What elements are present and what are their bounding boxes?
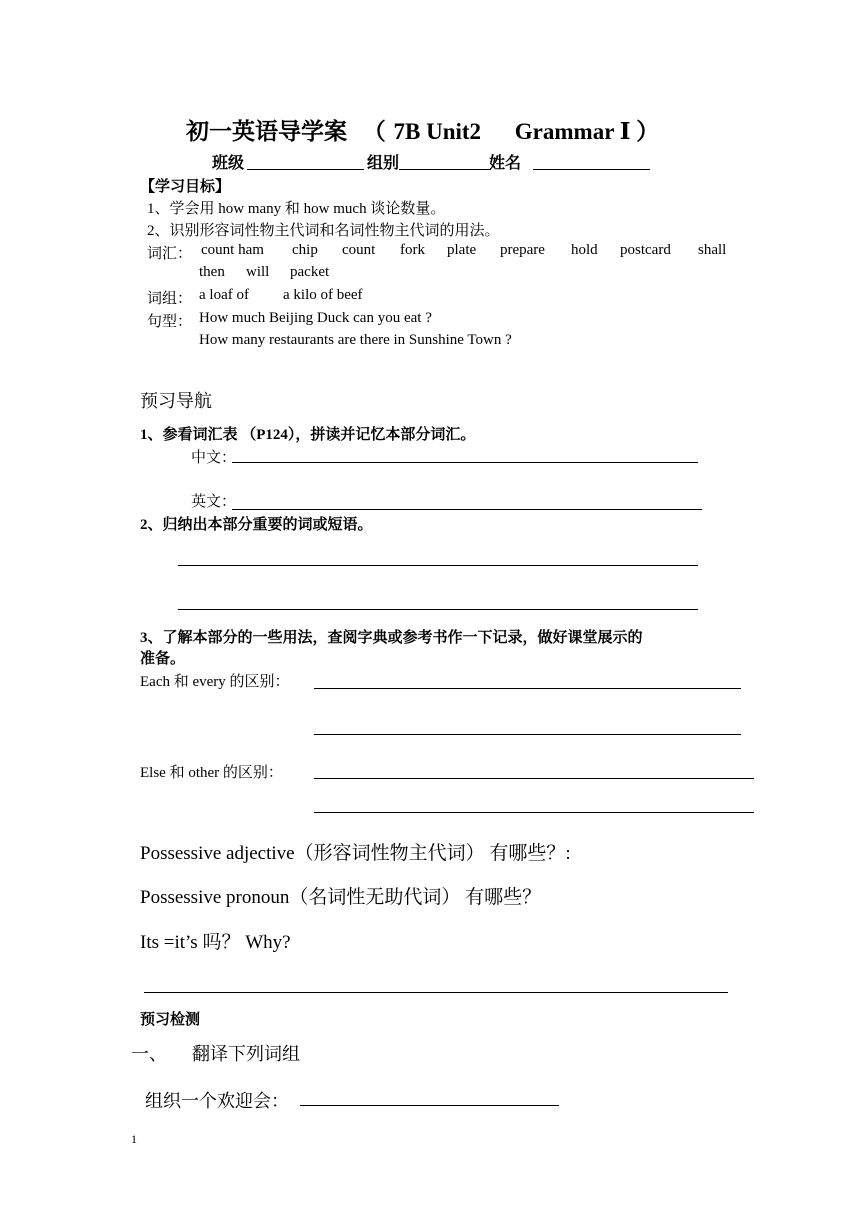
vocab-word: packet: [290, 264, 330, 280]
check-heading: 预习检测: [140, 1012, 201, 1028]
answer-blank[interactable]: [178, 565, 698, 566]
possessive-adjective-question: Possessive adjective（形容词性物主代词） 有哪些？:: [140, 843, 571, 864]
each-every-label: Each 和 every 的区别：: [140, 674, 290, 690]
title-unit: 7B Unit2: [393, 119, 482, 144]
vocab-word: hold: [571, 242, 598, 258]
question-3-line-2: 准备。: [140, 651, 186, 667]
name-blank[interactable]: [533, 169, 650, 170]
vocab-word: fork: [400, 242, 425, 258]
its-answer-blank[interactable]: [144, 992, 728, 993]
group-blank[interactable]: [399, 169, 491, 170]
vocab-word: count: [342, 242, 376, 258]
phrase-1: a loaf of: [199, 287, 249, 303]
sentence-2: How many restaurants are there in Sunshine Town ?: [199, 332, 512, 348]
chinese-label: 中文：: [191, 450, 237, 466]
goal-item-1: 1、学会用 how many 和 how much 谈论数量。: [147, 201, 446, 217]
phrase-2: a kilo of beef: [283, 287, 363, 303]
part-1-number: 一、: [131, 1044, 167, 1064]
possessive-pronoun-question: Possessive pronoun（名词性无助代词） 有哪些？: [140, 887, 542, 908]
title-paren-close: ）: [636, 119, 660, 144]
answer-blank[interactable]: [178, 609, 698, 610]
vocab-word: prepare: [500, 242, 545, 258]
group-label: 组别: [367, 155, 400, 172]
sentence-label: 句型：: [147, 314, 193, 330]
question-3-line-1: 3、了解本部分的一些用法，查阅字典或参考书作一下记录，做好课堂展示的: [140, 630, 643, 646]
phrase-label: 词组：: [147, 291, 193, 307]
vocab-word: will: [246, 264, 270, 280]
name-label: 姓名: [489, 155, 522, 172]
its-question: Its =it’s 吗？ Why?: [140, 932, 291, 953]
question-1: 1、参看词汇表 （P124），拼读并记忆本部分词汇。: [140, 427, 476, 443]
title-chinese: 初一英语导学案: [186, 119, 347, 144]
sentence-1: How much Beijing Duck can you eat ?: [199, 310, 432, 326]
part-1-title: 翻译下列词组: [192, 1044, 300, 1064]
english-blank[interactable]: [232, 509, 702, 510]
vocab-word: postcard: [620, 242, 671, 258]
preview-heading: 预习导航: [140, 391, 212, 411]
goals-heading: 【学习目标】: [140, 179, 231, 195]
question-2: 2、归纳出本部分重要的词或短语。: [140, 517, 373, 533]
translate-item-1-blank[interactable]: [300, 1105, 559, 1106]
vocab-word: count ham: [201, 242, 264, 258]
else-other-blank[interactable]: [314, 812, 754, 813]
chinese-blank[interactable]: [232, 462, 698, 463]
title-paren-open: （: [362, 119, 386, 144]
goal-item-2: 2、识别形容词性物主代词和名词性物主代词的用法。: [147, 223, 500, 239]
vocab-word: plate: [447, 242, 477, 258]
english-label: 英文：: [191, 494, 237, 510]
title-grammar: Grammar Ⅰ: [514, 119, 631, 144]
translate-item-1: 组织一个欢迎会：: [145, 1091, 289, 1111]
each-every-blank[interactable]: [314, 734, 741, 735]
vocab-word: shall: [698, 242, 727, 258]
page-number: 1: [131, 1132, 137, 1146]
class-label: 班级: [212, 155, 245, 172]
each-every-blank[interactable]: [314, 688, 741, 689]
vocab-label: 词汇：: [147, 246, 193, 262]
vocab-word: chip: [292, 242, 318, 258]
page-title: [186, 113, 659, 146]
class-blank[interactable]: [247, 169, 364, 170]
else-other-blank[interactable]: [314, 778, 754, 779]
vocab-word: then: [199, 264, 225, 280]
else-other-label: Else 和 other 的区别：: [140, 765, 283, 781]
